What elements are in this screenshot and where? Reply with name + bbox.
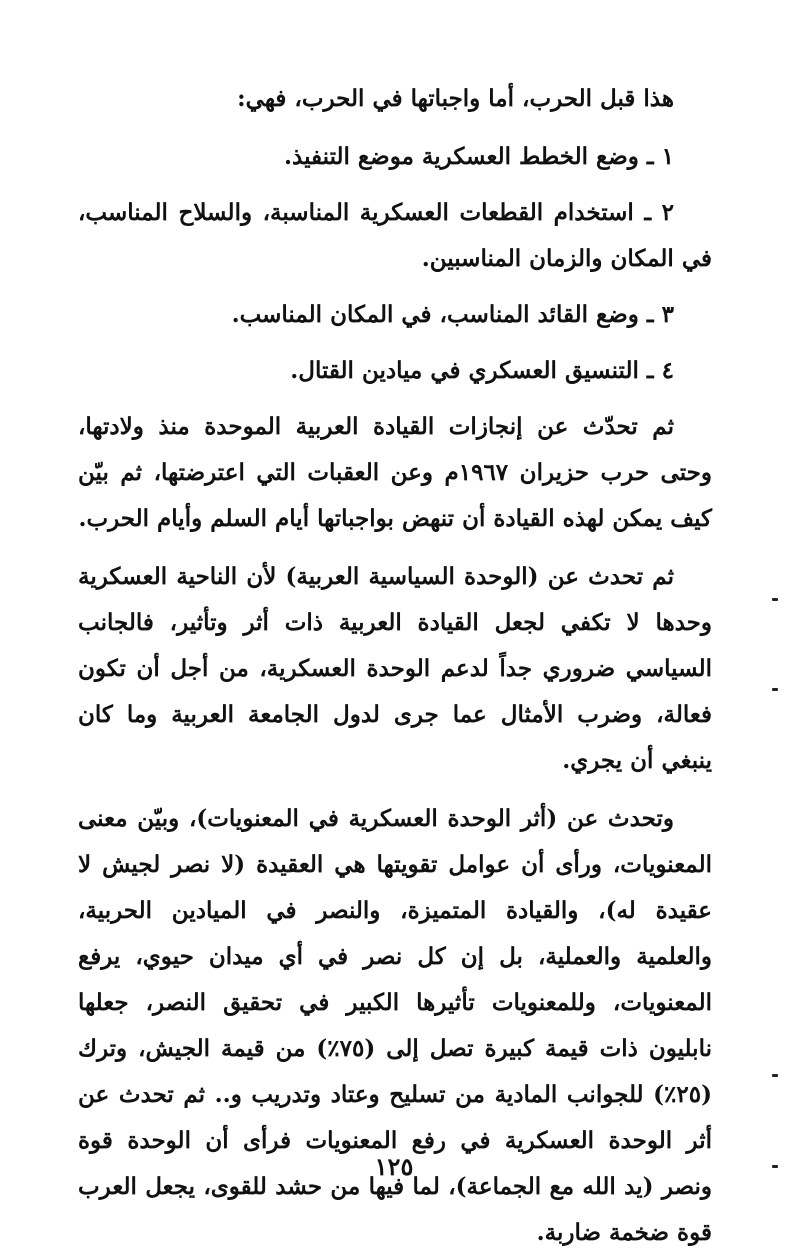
margin-mark [772, 1074, 778, 1077]
margin-mark [772, 688, 778, 691]
paragraph-achievements: ثم تحدّث عن إنجازات القيادة العربية الموحدة منذ ولادتها، وحتى حرب حزيران ١٩٦٧م وعن العقبات التي اعترضتها، ثم بيّن كيف يمكن لهذه القيادة أن تنهض بواجباتها أيام السلم وأيام الحرب. [78, 413, 712, 532]
paragraph-intro: هذا قبل الحرب، أما واجباتها في الحرب، فهي: [237, 85, 674, 112]
paragraph-political-unity: ثم تحدث عن (الوحدة السياسية العربية) لأن الناحية العسكرية وحدها لا تكفي لجعل القيادة العربية ذات أثر وتأثير، فالجانب السياسي ضروري جداً لدعم الوحدة العسكرية، من أجل أن تكون فعالة، وضرب الأمثال عما جرى لدول الجامعة العربية وما كان ينبغي أن يجري. [78, 563, 712, 774]
list-item-3: ٣ ـ وضع القائد المناسب، في المكان المناسب. [231, 301, 674, 328]
margin-mark [772, 1165, 778, 1168]
paragraph-morale: وتحدث عن (أثر الوحدة العسكرية في المعنويات)، وبيّن معنى المعنويات، ورأى أن عوامل تقويتها هي العقيدة (لا نصر لجيش لا عقيدة له)، والقيادة المتميزة، والنصر في الميادين الحربية، والعلمية والعملية، بل إن كل نصر في أي ميدان حيوي، يرفع المعنويات، وللمعنويات تأثيرها الكبير في تحقيق النصر، جعلها نابليون ذات قيمة كبيرة تصل إلى (٧٥٪) من قيمة الجيش، وترك (٢٥٪) للجوانب المادية من تسليح وعتاد وتدريب و.. ثم تحدث عن أثر الوحدة العسكرية في رفع المعنويات فرأى أن الوحدة قوة ونصر (يد الله مع الجماعة)، لما فيها من حشد للقوى، يجعل العرب قوة ضخمة ضاربة. [78, 805, 712, 1246]
list-item-4: ٤ ـ التنسيق العسكري في ميادين القتال. [290, 357, 674, 384]
margin-mark [772, 598, 778, 601]
list-item-1: ١ ـ وضع الخطط العسكرية موضع التنفيذ. [283, 143, 674, 170]
page-body [78, 76, 712, 1256]
page-number: ١٢٥ [374, 1152, 414, 1181]
list-item-2: ٢ ـ استخدام القطعات العسكرية المناسبة، والسلاح المناسب، في المكان والزمان المناسبين. [78, 199, 712, 272]
